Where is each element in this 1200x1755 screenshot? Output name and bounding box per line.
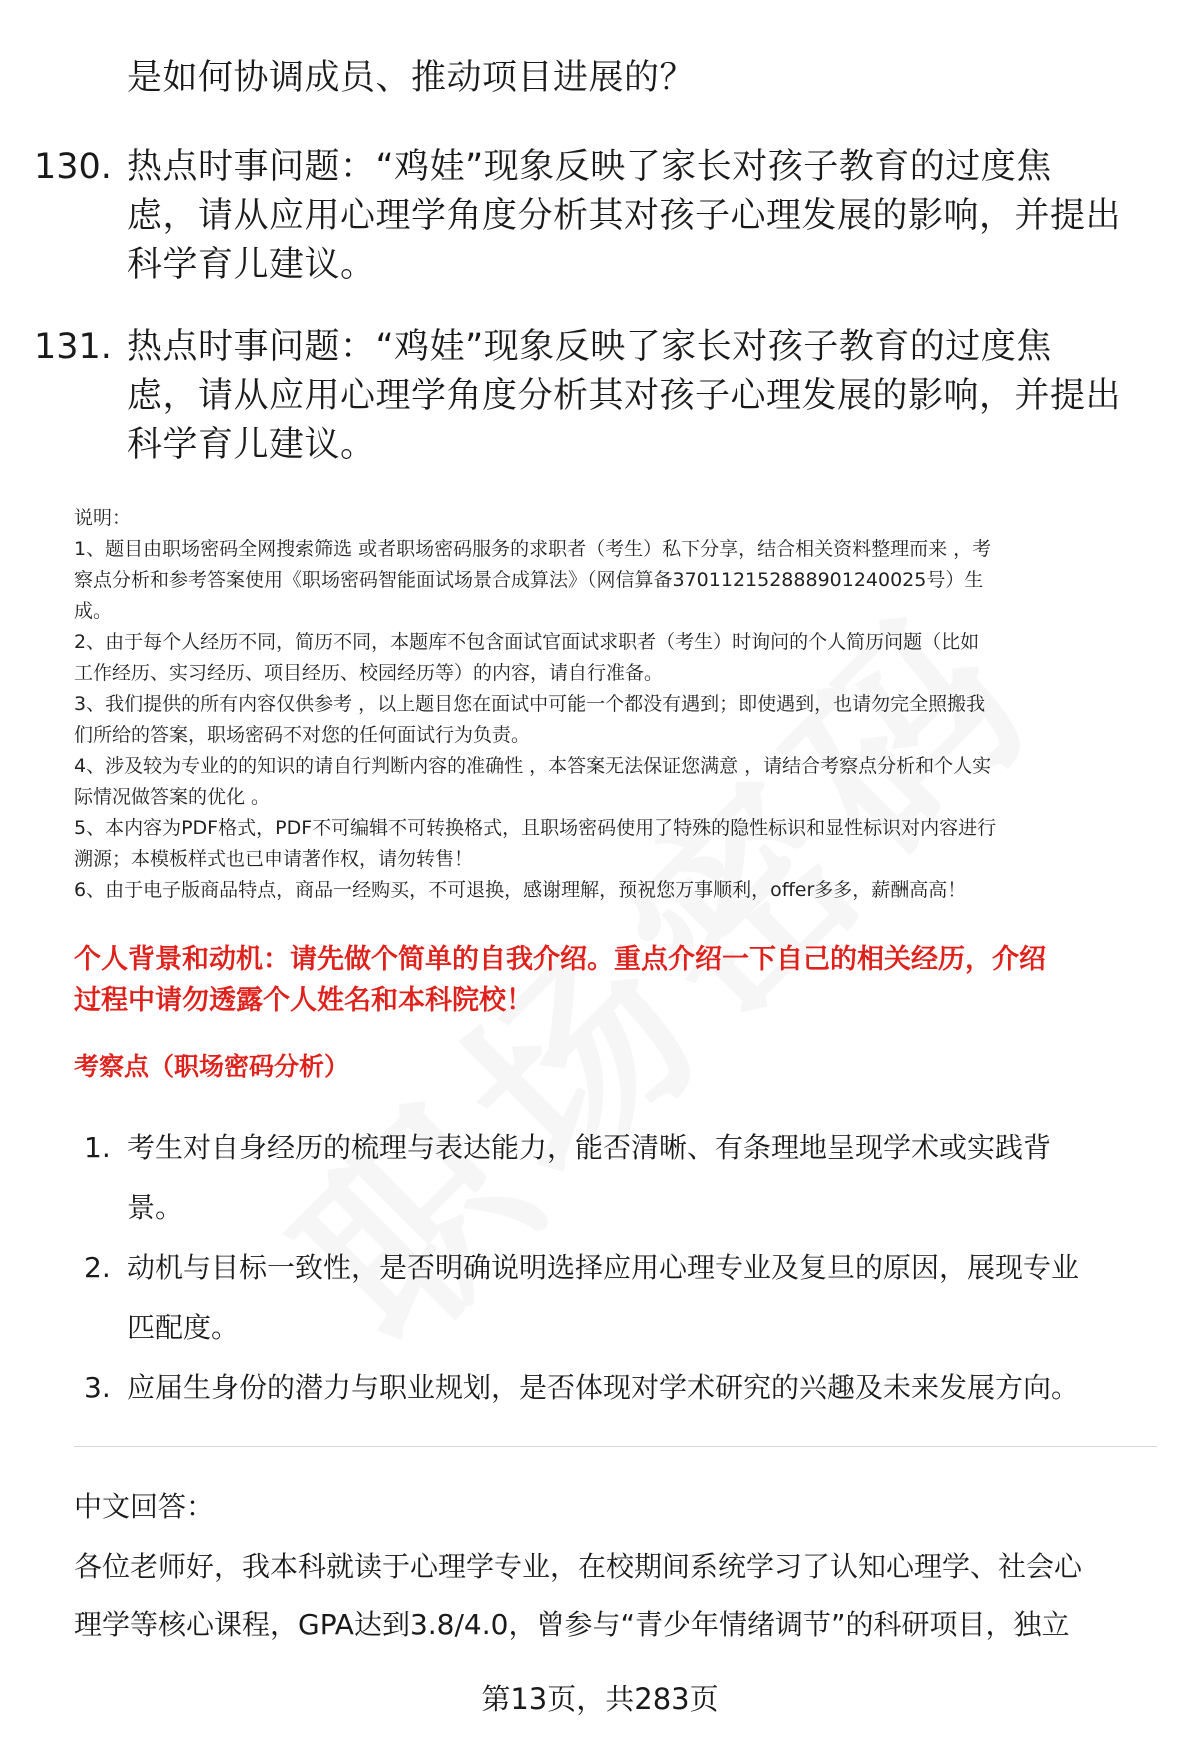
notes-section: [74, 503, 1154, 906]
answer-line: 理学等核心课程，GPA达到3.8/4.0，曾参与“青少年情绪调节”的科研项目，独立: [74, 1608, 1070, 1641]
page-footer: 第13页，共283页: [481, 1682, 719, 1716]
heading-line: 个人背景和动机：请先做个简单的自我介绍。重点介绍一下自己的相关经历，介绍: [74, 944, 1046, 975]
notes-line: 6、由于电子版商品特点，商品一经购买，不可退换，感谢理解，预祝您万事顺利，offer多多，薪酬高高！: [74, 879, 967, 901]
answer-line: 各位老师好，我本科就读于心理学专业，在校期间系统学习了认知心理学、社会心: [74, 1550, 1083, 1583]
notes-line: 3、我们提供的所有内容仅供参考 ，以上题目您在面试中可能一个都没有遇到；即使遇到，也请勿完全照搬我: [74, 693, 986, 715]
point-line: 动机与目标一致性，是否明确说明选择应用心理专业及复旦的原因，展现专业: [127, 1251, 1080, 1284]
notes-line: 5、本内容为PDF格式，PDF不可编辑不可转换格式，且职场密码使用了特殊的隐性标识和显性标识对内容进行: [74, 817, 997, 839]
notes-line: 4、涉及较为专业的的知识的请自行判断内容的准确性 ，本答案无法保证您满意 ，请结合考察点分析和个人实: [74, 755, 992, 777]
question-line: 是如何协调成员、推动项目进展的？: [127, 58, 696, 98]
point-line: 考生对自身经历的梳理与表达能力，能否清晰、有条理地呈现学术或实践背: [127, 1131, 1052, 1164]
question-line: 科学育儿建议。: [127, 425, 376, 465]
answer-label: 中文回答：: [74, 1490, 215, 1523]
point-line: 匹配度。: [127, 1311, 240, 1344]
divider: [74, 1446, 1157, 1447]
point-number: 2.: [84, 1251, 111, 1284]
notes-line: 际情况做答案的优化 。: [74, 786, 271, 808]
question-line: 科学育儿建议。: [127, 245, 376, 285]
notes-line: 1、题目由职场密码全网搜索筛选 或者职场密码服务的求职者（考生）私下分享，结合相关资料整理而来 ，考: [74, 538, 992, 560]
notes-line: 们所给的答案，职场密码不对您的任何面试行为负责。: [74, 724, 531, 746]
notes-line: 溯源；本模板样式也已申请著作权，请勿转售！: [74, 848, 474, 870]
notes-title: 说明：: [74, 507, 132, 529]
analysis-title: 考察点（职场密码分析）: [74, 1052, 350, 1081]
notes-line: 成。: [74, 600, 113, 622]
question-number: 131.: [34, 327, 112, 367]
question-number: 130.: [34, 147, 112, 187]
point-number: 3.: [84, 1371, 111, 1404]
question-line: 虑，请从应用心理学角度分析其对孩子心理发展的影响，并提出: [127, 376, 1122, 416]
point-number: 1.: [84, 1131, 111, 1164]
question-line: 热点时事问题：“鸡娃”现象反映了家长对孩子教育的过度焦: [127, 147, 1052, 187]
question-line: 虑，请从应用心理学角度分析其对孩子心理发展的影响，并提出: [127, 196, 1122, 236]
question-line: 热点时事问题：“鸡娃”现象反映了家长对孩子教育的过度焦: [127, 327, 1052, 367]
point-line: 景。: [127, 1191, 184, 1224]
notes-line: 察点分析和参考答案使用《职场密码智能面试场景合成算法》（网信算备370112152888901240025号）生: [74, 569, 984, 591]
notes-line: 工作经历、实习经历、项目经历、校园经历等）的内容，请自行准备。: [74, 662, 664, 684]
notes-line: 2、由于每个人经历不同，简历不同，本题库不包含面试官面试求职者（考生）时询问的个人简历问题（比如: [74, 631, 980, 653]
heading-line: 过程中请勿透露个人姓名和本科院校！: [74, 985, 533, 1016]
point-line: 应届生身份的潜力与职业规划，是否体现对学术研究的兴趣及未来发展方向。: [127, 1371, 1080, 1404]
